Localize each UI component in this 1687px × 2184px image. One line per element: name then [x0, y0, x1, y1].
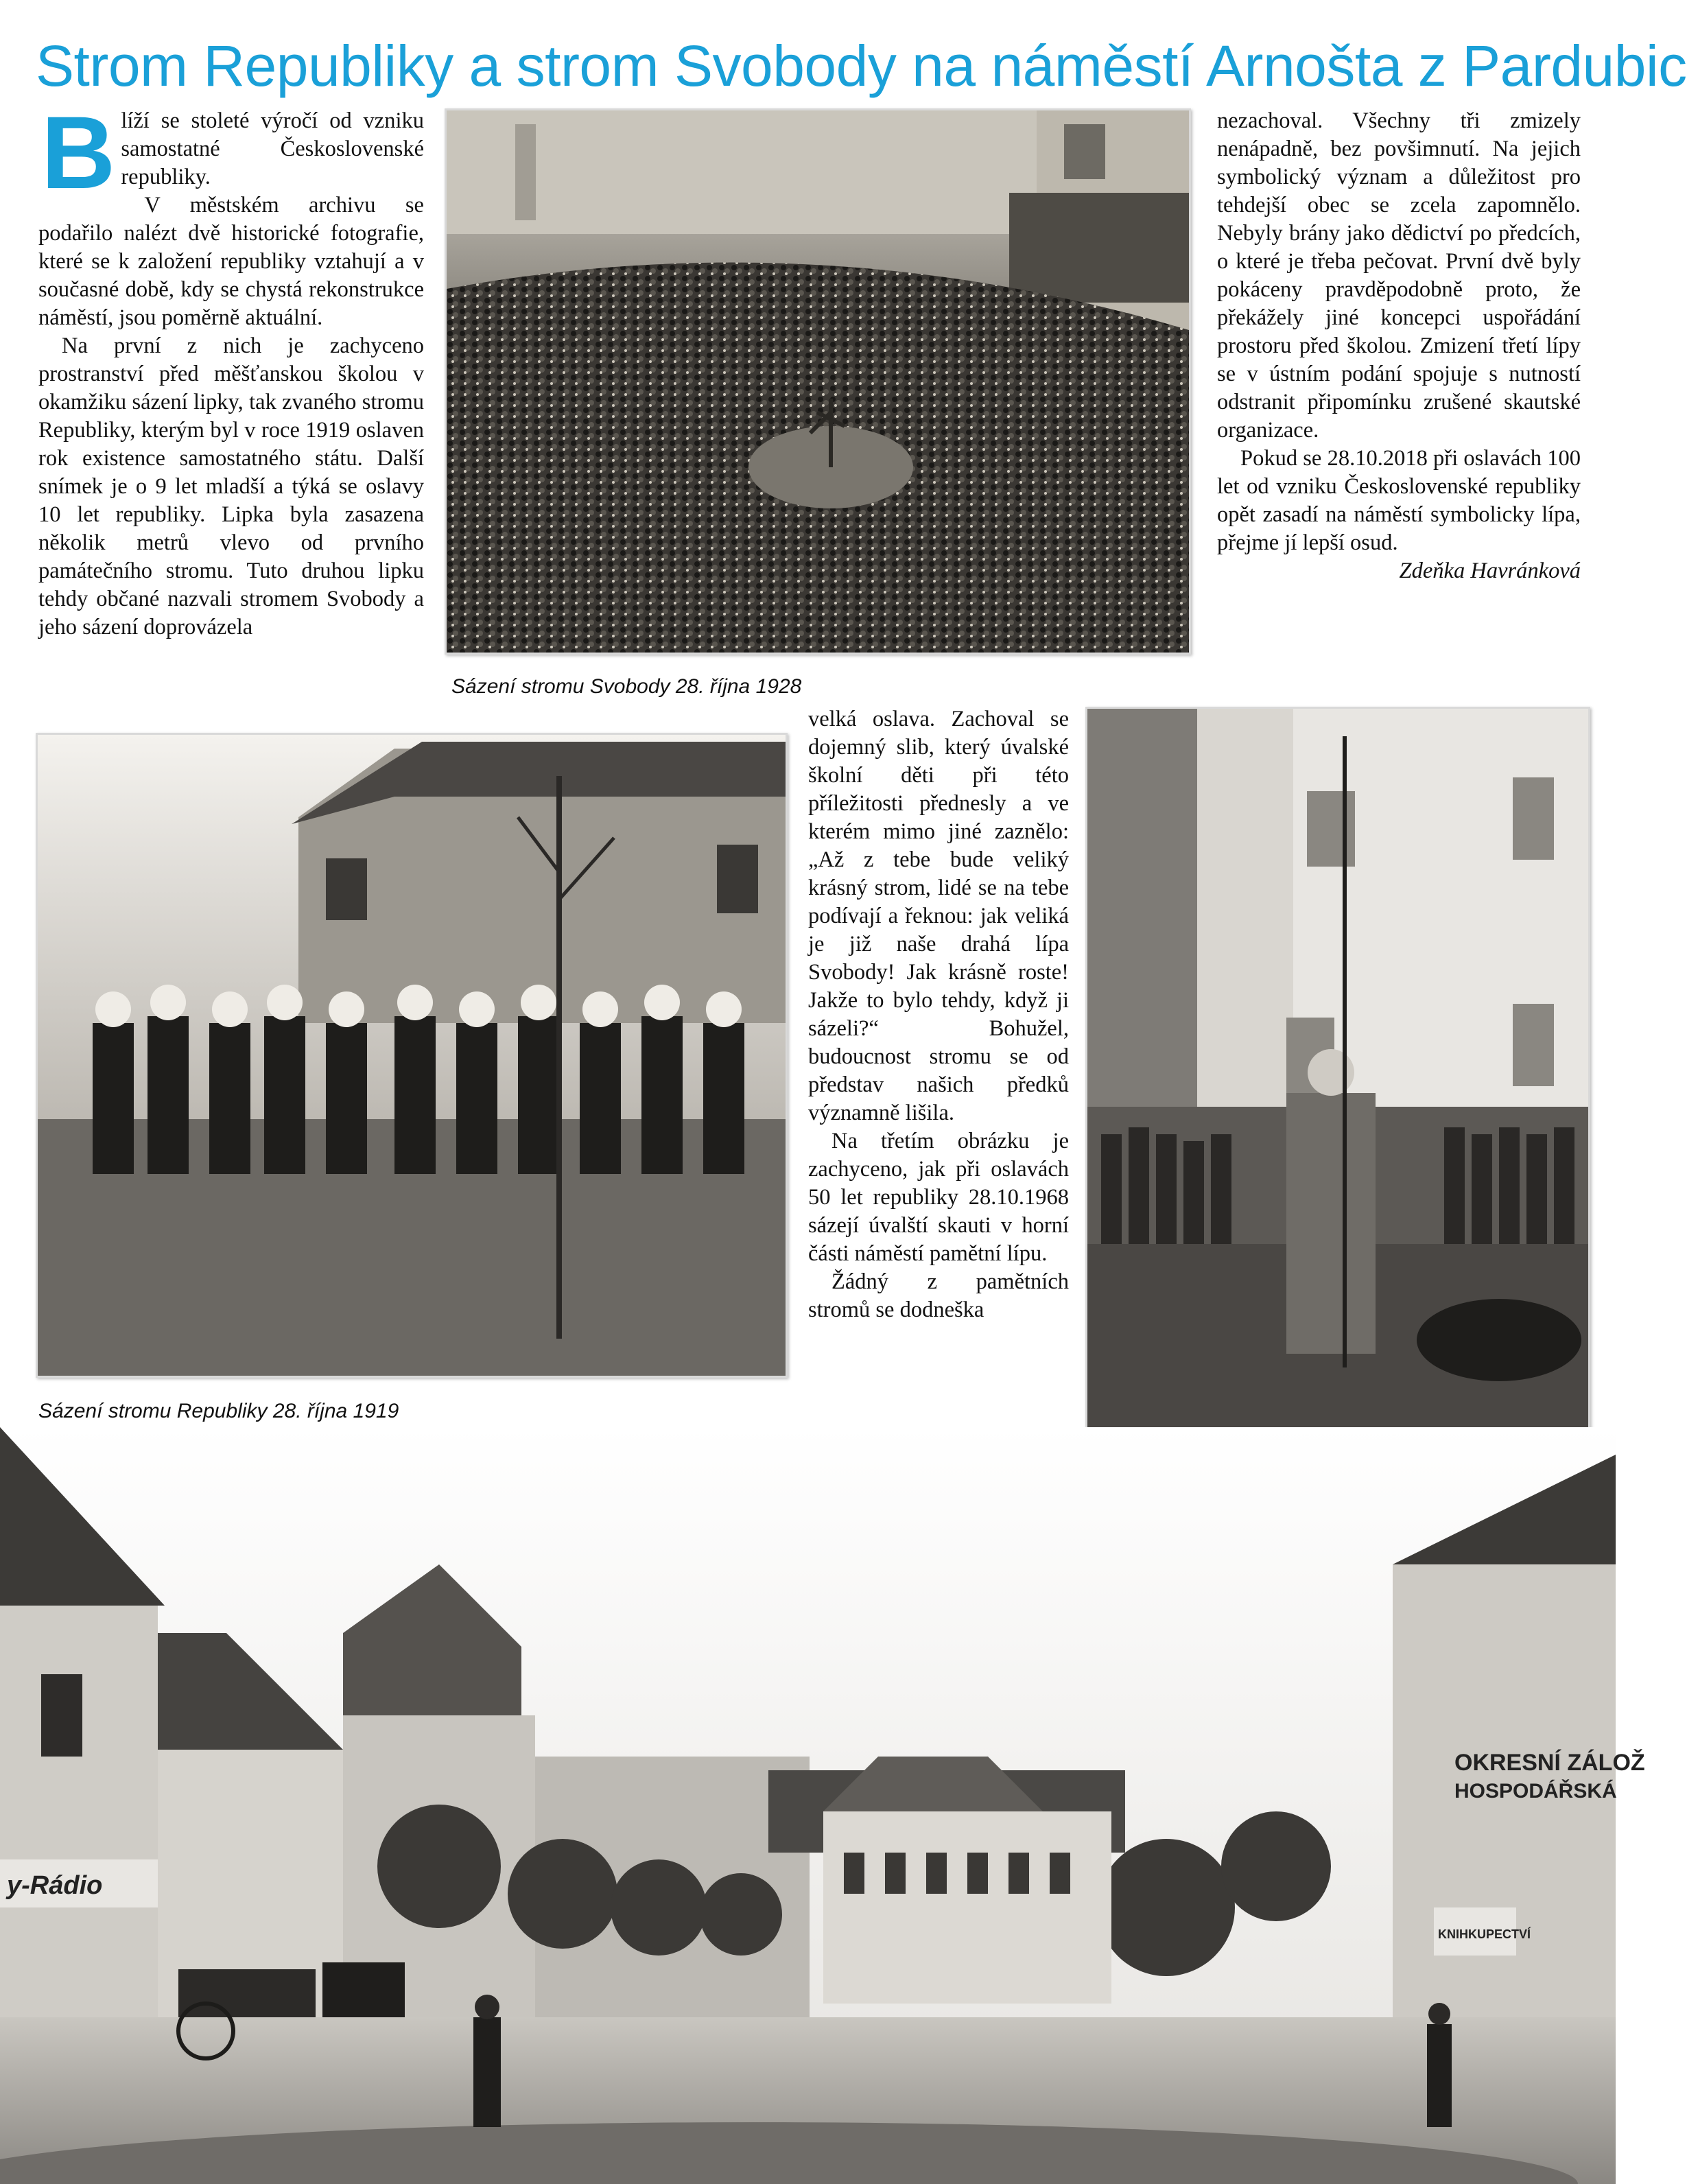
sign-bank: OKRESNÍ ZÁLOŽ: [1454, 1750, 1645, 1776]
paragraph-intro: [38, 95, 424, 210]
paragraph: Žádný z pamětních stromů se dodneška: [808, 1269, 1069, 1322]
sign-shop: y-Rádio: [7, 1871, 103, 1900]
paragraph: Pokud se 28.10.2018 při oslavách 100 let od vzniku Československé republiky opět zasadí na náměstí symbolicky lípa, přejme jí lepší osud.: [1217, 446, 1581, 555]
text-column-2: [808, 705, 1069, 1324]
photo-town-square: [0, 1427, 1645, 2184]
article-title: Strom Republiky a strom Svobody na náměstí Arnošta z Pardubic: [36, 34, 1687, 98]
text-column-3: [1217, 107, 1581, 585]
text-column-1: [38, 95, 424, 642]
photo-caption: Sázení stromu Republiky 28. října 1919: [38, 1400, 399, 1422]
author-signature: Zdeňka Havránková: [1399, 559, 1581, 583]
sign-bank-2: HOSPODÁŘSKÁ: [1454, 1780, 1617, 1803]
paragraph: Na třetím obrázku je zachyceno, jak při oslavách 50 let republiky 28.10.1968 sázejí úvalští skauti v horní části náměstí pamětní lípu.: [808, 1129, 1069, 1266]
paragraph: velká oslava. Zachoval se dojemný slib, který úvalské školní děti při této příležitosti přednesly a ve kterém mimo jiné zaznělo: „Až z tebe bude veliký krásný strom, lidé se na tebe podívají a řeknou: jak veliká je již naše drahá lípa Svobody! Jak krásně roste! Jakže to bylo tehdy, když ji sázeli?“ Bohužel, budoucnost stromu se od představ našich předků významně lišila.: [808, 707, 1069, 1125]
sign-kiosk: KNIHKUPECTVÍ: [1438, 1927, 1531, 1941]
intro-text: líží se stoleté výročí od vzniku samostatné Československé republiky.: [121, 108, 424, 189]
paragraph: Na první z nich je zachyceno prostranství před měšťanskou školou v okamžiku sázení lipky, tak zvaného stromu Republiky, kterým byl v roce 1919 oslaven rok existence samostatného státu. Další snímek je o 9 let mladší a týká se oslavy 10 let republiky. Lipka byla zasazena několik metrů vlevo od prvního památečního stromu. Tuto druhou lipku tehdy občané nazvali stromem Svobody a jeho sázení doprovázela: [38, 333, 424, 639]
photo-costumes-1919: [36, 733, 788, 1378]
paragraph: V městském archivu se podařilo nalézt dvě historické fotografie, které se k založení republiky vztahují a v současné době, kdy se chystá rekonstrukce náměstí, jsou poměrně aktuální.: [38, 193, 424, 330]
photo-scouts-1968: [1085, 707, 1590, 1456]
paragraph: nezachoval. Všechny tři zmizely nenápadně, bez povšimnutí. Na jejich symbolický význam a důležitost pro tehdejší obec se zcela zapomnělo. Nebyly brány jako dědictví po předcích, o které je třeba pečovat. První dvě byly pokáceny pravděpodobně proto, že překážely jiné koncepci uspořádání prostoru před školou. Zmizení třetí lípy se v ústním podání spojuje s nutností odstranit připomínku zrušené skautské organizace.: [1217, 108, 1581, 443]
photo-caption: Sázení stromu Svobody 28. října 1928: [451, 675, 802, 698]
drop-cap: B: [41, 95, 116, 210]
photo-crowd-1928: [445, 108, 1191, 655]
